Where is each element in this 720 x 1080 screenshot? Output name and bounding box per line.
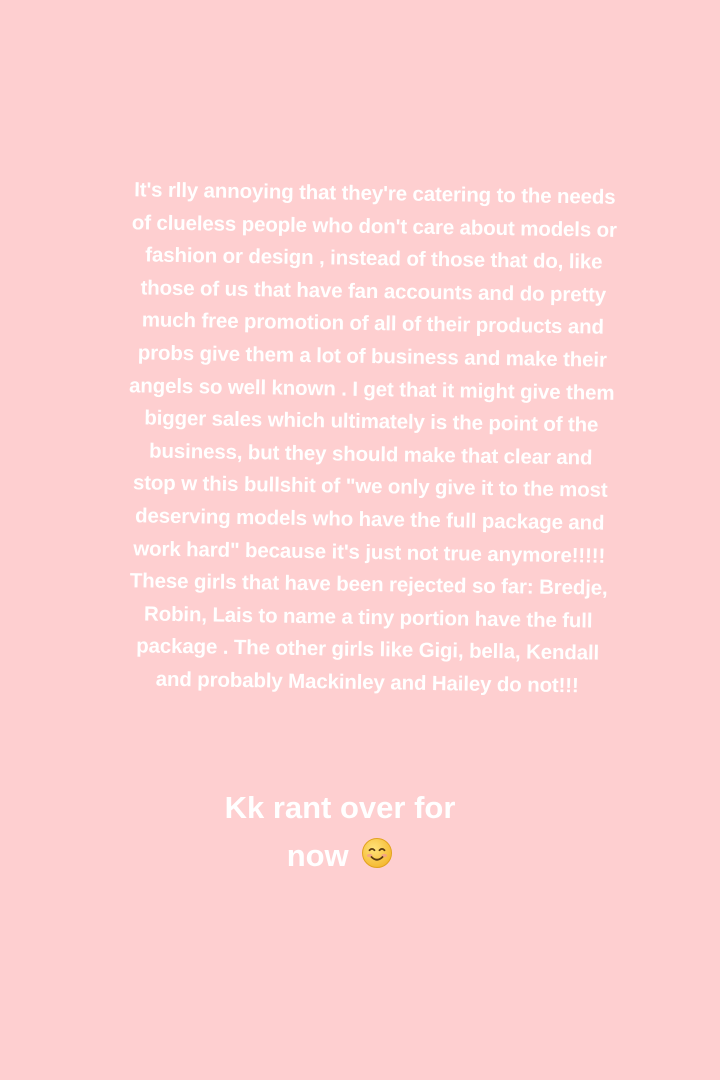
rant-line: package . The other girls like Gigi, bella, Kendall [136, 634, 600, 665]
rant-line: Robin, Lais to name a tiny portion have the full [143, 602, 593, 633]
rant-line: business, but they should make that clear and [148, 439, 593, 470]
rant-line: work hard" because it's just not true anymore!!!!! [133, 536, 606, 568]
rant-line: bigger sales which ultimately is the point of the [144, 406, 599, 437]
caption-text [190, 784, 490, 883]
caption-line-2 [190, 832, 490, 883]
rant-line: deserving models who have the full package and [134, 504, 605, 535]
rant-line: These girls that have been rejected so far: Bredje, [129, 569, 608, 600]
rant-line: It's rlly annoying that they're catering to the needs [134, 178, 616, 209]
smiling-face-emoji-icon [361, 835, 393, 883]
rant-line: those of us that have fan accounts and do pretty [140, 276, 607, 307]
rant-line: stop w this bullshit of "we only give it to the most [132, 471, 608, 503]
rant-line: fashion or design , instead of those that do, like [145, 243, 603, 274]
caption-line-1: Kk rant over for [224, 790, 456, 825]
rant-text [76, 173, 666, 704]
caption-line-2-text: now [286, 838, 349, 873]
rant-line: and probably Mackinley and Hailey do not!!! [155, 667, 579, 698]
rant-line: probs give them a lot of business and make their [137, 341, 607, 372]
rant-line: angels so well known . I get that it might give them [128, 373, 615, 405]
rant-line: of clueless people who don't care about models or [131, 210, 618, 242]
rant-line: much free promotion of all of their products and [141, 308, 604, 340]
